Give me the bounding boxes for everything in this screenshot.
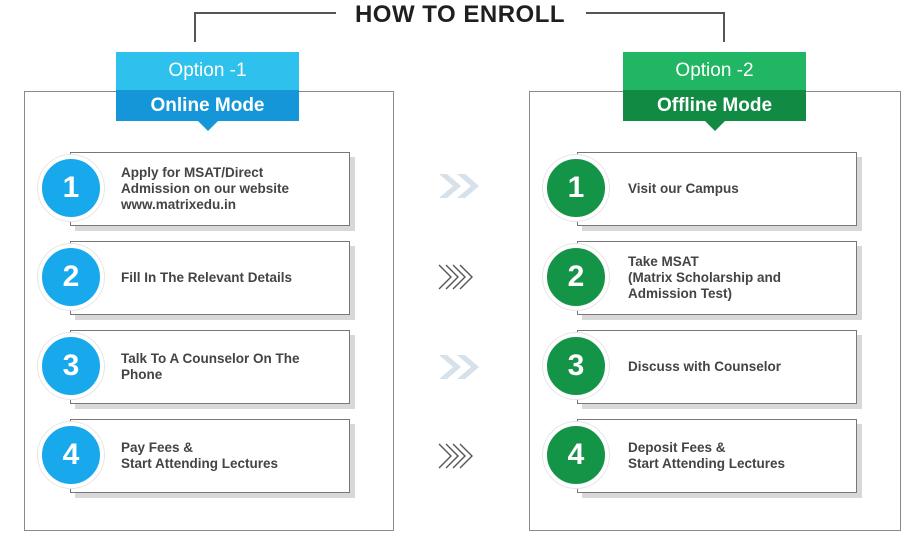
step-number-badge: 4 <box>543 422 609 488</box>
step-text: Talk To A Counselor On The Phone <box>121 351 300 382</box>
double-chevron-right-icon <box>437 353 485 381</box>
step-text: Fill In The Relevant Details <box>121 270 293 285</box>
online-step-2-card <box>70 241 350 315</box>
step-number-badge: 1 <box>38 155 104 221</box>
step-text: Discuss with Counselor <box>628 359 782 374</box>
online-step-4-card <box>70 419 350 493</box>
step-text: Deposit Fees & Start Attending Lectures <box>628 440 786 471</box>
offline-step-4-card <box>577 419 857 493</box>
offline-step-2-card <box>577 241 857 315</box>
step-text: Apply for MSAT/Direct Admission on our website www.matrixedu.in <box>121 165 290 212</box>
double-chevron-right-icon <box>437 442 485 470</box>
step-number-badge: 3 <box>38 333 104 399</box>
option-1-label: Option -1 <box>116 52 299 90</box>
option-2-label: Option -2 <box>623 52 806 90</box>
option-2-mode: Offline Mode <box>623 90 806 121</box>
step-number-badge: 3 <box>543 333 609 399</box>
double-chevron-right-icon <box>437 172 485 200</box>
double-chevron-right-icon <box>437 263 485 291</box>
option-1-mode: Online Mode <box>116 90 299 121</box>
step-number-badge: 1 <box>543 155 609 221</box>
offline-step-3-card <box>577 330 857 404</box>
option-2-header <box>623 52 806 121</box>
step-number-badge: 4 <box>38 422 104 488</box>
step-text: Take MSAT (Matrix Scholarship and Admission Test) <box>628 254 782 301</box>
offline-step-1-card <box>577 152 857 226</box>
online-step-3-card <box>70 330 350 404</box>
step-text: Visit our Campus <box>628 181 739 196</box>
step-number-badge: 2 <box>543 244 609 310</box>
option-1-header <box>116 52 299 121</box>
online-step-1-card <box>70 152 350 226</box>
step-number-badge: 2 <box>38 244 104 310</box>
page-title: HOW TO ENROLL <box>0 0 920 30</box>
step-text: Pay Fees & Start Attending Lectures <box>121 440 279 471</box>
